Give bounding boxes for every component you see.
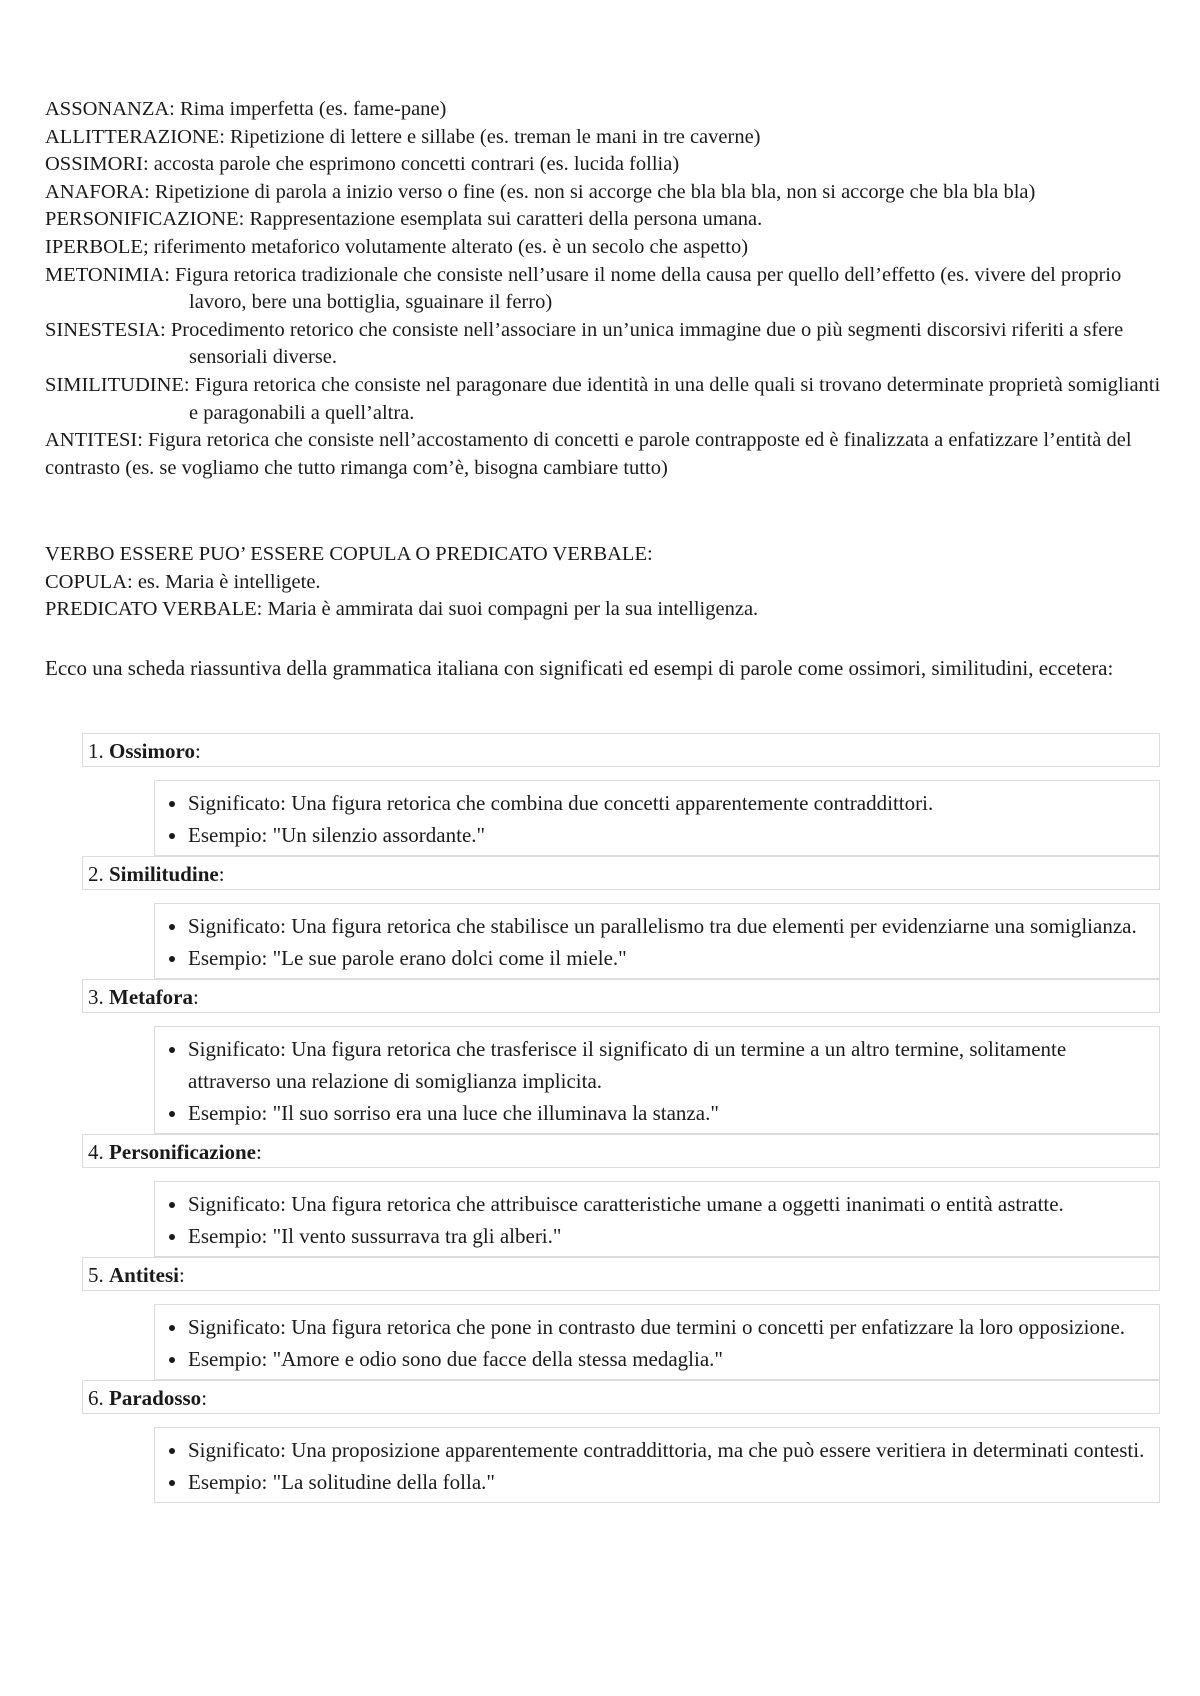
predicato-line: PREDICATO VERBALE: Maria è ammirata dai suoi compagni per la sua intelligenza. [45, 598, 759, 621]
item-details [154, 1181, 1160, 1257]
item-term: Metafora [109, 985, 193, 1009]
esempio-bullet: • Esempio: "Il suo sorriso era una luce che illuminava la stanza." [188, 1097, 1151, 1129]
esempio-bullet: • Esempio: "Amore e odio sono due facce della stessa medaglia." [188, 1343, 1151, 1375]
item-number: 3. [88, 985, 104, 1009]
item-term: Paradosso [109, 1386, 202, 1410]
item-number: 4. [88, 1140, 104, 1164]
definition-allitterazione: ALLITTERAZIONE: Ripetizione di lettere e sillabe (es. treman le mani in tre caverne) [45, 125, 761, 148]
item-heading: 2. Similitudine: [82, 856, 1160, 890]
item-number: 6. [88, 1386, 104, 1410]
esempio-bullet: • Esempio: "Le sue parole erano dolci come il miele." [188, 942, 1151, 974]
significato-bullet: • Significato: Una figura retorica che stabilisce un parallelismo tra due elementi per evidenziarne una somiglianza. [188, 910, 1151, 942]
verbo-heading: VERBO ESSERE PUO’ ESSERE COPULA O PREDICATO VERBALE: [45, 543, 653, 565]
list-item [82, 1380, 1160, 1503]
item-number: 2. [88, 862, 104, 886]
definition-assonanza: ASSONANZA: Rima imperfetta (es. fame-pane) [45, 98, 447, 120]
significato-bullet: • Significato: Una figura retorica che pone in contrasto due termini o concetti per enfatizzare la loro opposizione. [188, 1311, 1151, 1343]
definition-iperbole: IPERBOLE; riferimento metaforico volutamente alterato (es. è un secolo che aspetto) [45, 235, 749, 258]
definition-metonimia: METONIMIA: Figura retorica tradizionale che consiste nell’usare il nome della causa per quello dell’effetto (es. vivere del proprio lavoro, bere una bottiglia, sguainare il ferro) [45, 263, 1122, 314]
esempio-bullet: • Esempio: "Il vento sussurrava tra gli alberi." [188, 1220, 1151, 1252]
definition-similitudine: SIMILITUDINE: Figura retorica che consiste nel paragonare due identità in una delle quali si trovano determinate proprietà somiglianti e paragonabili a quell’altra. [45, 373, 1161, 424]
item-heading: 3. Metafora: [82, 979, 1160, 1013]
significato-bullet: • Significato: Una figura retorica che trasferisce il significato di un termine a un altro termine, solitamente attraverso una relazione di somiglianza implicita. [188, 1033, 1151, 1097]
item-details [154, 903, 1160, 979]
item-heading: 6. Paradosso: [82, 1380, 1160, 1414]
item-number: 1. [88, 739, 104, 763]
list-item [82, 979, 1160, 1134]
list-item [82, 1257, 1160, 1380]
item-number: 5. [88, 1263, 104, 1287]
item-term: Personificazione [109, 1140, 256, 1164]
list-item [82, 1134, 1160, 1257]
item-heading: 4. Personificazione: [82, 1134, 1160, 1168]
item-details [154, 1026, 1160, 1134]
item-details [154, 1427, 1160, 1503]
definition-antitesi: ANTITESI: Figura retorica che consiste nell’accostamento di concetti e parole contrapposte ed è finalizzata a enfatizzare l’entità del contrasto (es. se vogliamo che tutto rimanga com’è, bisogna cambiare tutto) [45, 429, 1132, 479]
definition-ossimori: OSSIMORI: accosta parole che esprimono concetti contrari (es. lucida follia) [45, 153, 680, 176]
significato-bullet: • Significato: Una figura retorica che combina due concetti apparentemente contraddittori. [188, 787, 1151, 819]
definitions-block [45, 96, 1165, 482]
esempio-bullet: • Esempio: "La solitudine della folla." [188, 1466, 1151, 1498]
esempio-bullet: • Esempio: "Un silenzio assordante." [188, 819, 1151, 851]
significato-bullet: • Significato: Una figura retorica che attribuisce caratteristiche umane a oggetti inanimati o entità astratte. [188, 1188, 1151, 1220]
figures-list [82, 733, 1160, 1503]
item-heading: 1. Ossimoro: [82, 733, 1160, 767]
item-term: Similitudine [109, 862, 219, 886]
definition-anafora: ANAFORA: Ripetizione di parola a inizio verso o fine (es. non si accorge che bla bla bla, non si accorge che bla bla bla) [45, 180, 1036, 203]
item-details [154, 1304, 1160, 1380]
verbo-essere-section [45, 541, 1165, 624]
copula-line: COPULA: es. Maria è intelligete. [45, 570, 321, 593]
definition-personificazione: PERSONIFICAZIONE: Rappresentazione esemplata sui caratteri della persona umana. [45, 208, 763, 231]
item-heading: 5. Antitesi: [82, 1257, 1160, 1291]
item-term: Antitesi [109, 1263, 179, 1287]
list-item [82, 856, 1160, 979]
intro-paragraph: Ecco una scheda riassuntiva della grammatica italiana con significati ed esempi di parole come ossimori, similitudini, eccetera: [45, 656, 1114, 680]
item-term: Ossimoro [109, 739, 195, 763]
significato-bullet: • Significato: Una proposizione apparentemente contraddittoria, ma che può essere veritiera in determinati contesti. [188, 1434, 1151, 1466]
list-item [82, 733, 1160, 856]
definition-sinestesia: SINESTESIA: Procedimento retorico che consiste nell’associare in un’unica immagine due o più segmenti discorsivi riferiti a sfere sensoriali diverse. [45, 318, 1124, 369]
item-details [154, 780, 1160, 856]
